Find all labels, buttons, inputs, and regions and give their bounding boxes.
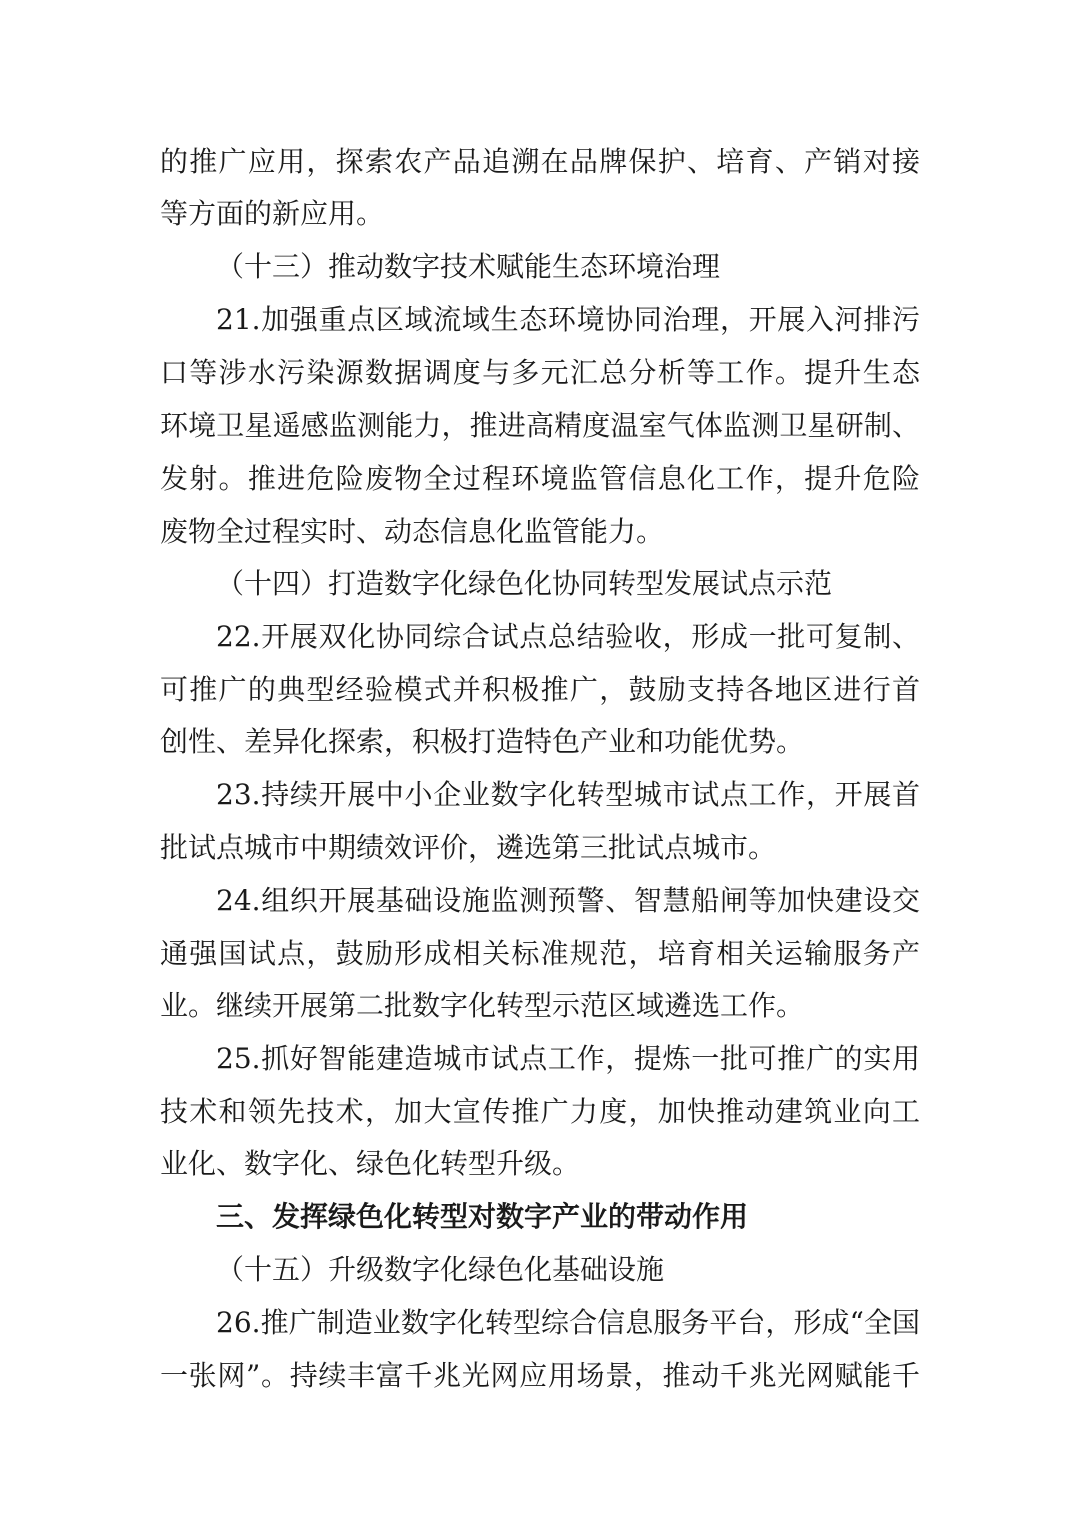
body-line: 23.持续开展中小企业数字化转型城市试点工作，开展首 xyxy=(216,778,920,811)
body-line: 废物全过程实时、动态信息化监管能力。 xyxy=(160,515,665,548)
section-heading: 三、发挥绿色化转型对数字产业的带动作用 xyxy=(216,1200,749,1233)
subsection-heading: （十五）升级数字化绿色化基础设施 xyxy=(216,1253,665,1286)
body-line: 22.开展双化协同综合试点总结验收，形成一批可复制、 xyxy=(216,620,920,653)
subsection-heading: （十四）打造数字化绿色化协同转型发展试点示范 xyxy=(216,567,833,600)
body-line: 24.组织开展基础设施监测预警、智慧船闸等加快建设交 xyxy=(216,884,920,917)
body-line: 技术和领先技术，加大宣传推广力度，加快推动建筑业向工 xyxy=(160,1095,920,1128)
body-line: 一张网”。持续丰富千兆光网应用场景，推动千兆光网赋能千 xyxy=(160,1359,920,1392)
body-line: 口等涉水污染源数据调度与多元汇总分析等工作。提升生态 xyxy=(160,356,920,389)
body-line: 业化、数字化、绿色化转型升级。 xyxy=(160,1147,581,1180)
body-line: 26.推广制造业数字化转型综合信息服务平台，形成“全国 xyxy=(216,1306,920,1339)
body-line: 业。继续开展第二批数字化转型示范区域遴选工作。 xyxy=(160,989,805,1022)
body-line: 环境卫星遥感监测能力，推进高精度温室气体监测卫星研制、 xyxy=(160,409,920,442)
body-line: 发射。推进危险废物全过程环境监管信息化工作，提升危险 xyxy=(160,462,920,495)
body-line: 25.抓好智能建造城市试点工作，提炼一批可推广的实用 xyxy=(216,1042,920,1075)
body-line: 等方面的新应用。 xyxy=(160,197,385,230)
body-line: 创性、差异化探索，积极打造特色产业和功能优势。 xyxy=(160,725,805,758)
body-line: 批试点城市中期绩效评价，遴选第三批试点城市。 xyxy=(160,831,777,864)
body-line: 可推广的典型经验模式并积极推广，鼓励支持各地区进行首 xyxy=(160,673,920,706)
body-line: 的推广应用，探索农产品追溯在品牌保护、培育、产销对接 xyxy=(160,145,920,178)
body-line: 通强国试点，鼓励形成相关标准规范，培育相关运输服务产 xyxy=(160,937,920,970)
body-line: 21.加强重点区域流域生态环境协同治理，开展入河排污 xyxy=(216,303,920,336)
subsection-heading: （十三）推动数字技术赋能生态环境治理 xyxy=(216,250,721,283)
